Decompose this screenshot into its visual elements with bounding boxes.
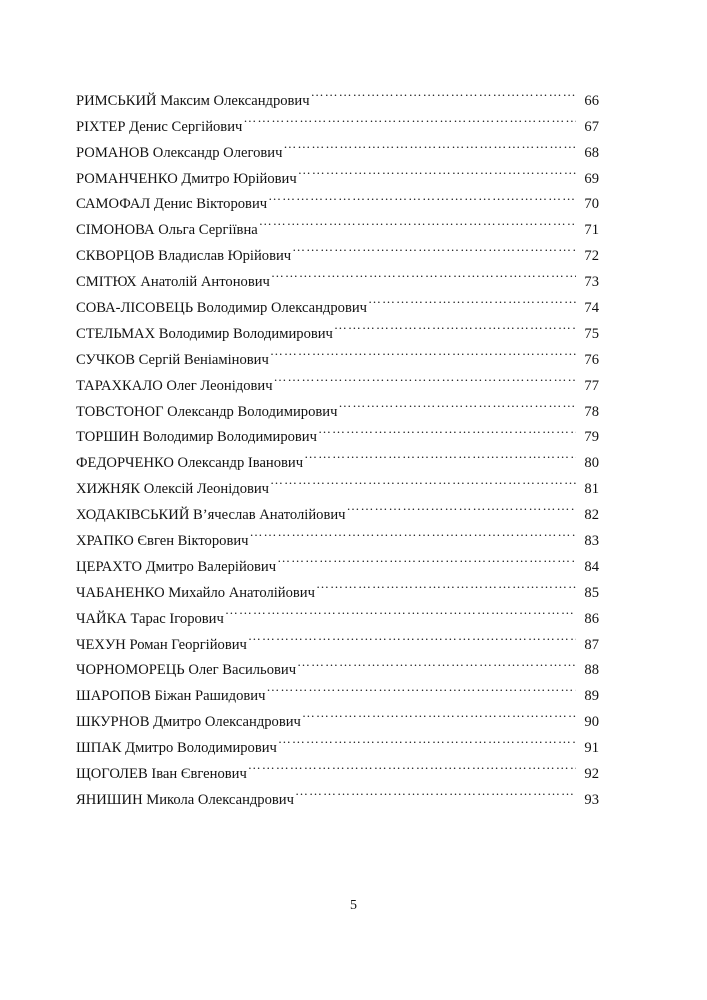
- toc-entry-title: ЧЕХУН Роман Георгійович: [76, 636, 247, 653]
- toc-dot-leader: [311, 79, 576, 105]
- toc-entry-page: 71: [584, 222, 599, 239]
- toc-entry-title: ШПАК Дмитро Володимирович: [76, 740, 277, 757]
- toc-entry-page: 70: [584, 196, 599, 213]
- toc-entry-title: ЧАБАНЕНКО Михайло Анатолійович: [76, 584, 315, 601]
- toc-entry-title: ХИЖНЯК Олексій Леонідович: [76, 481, 270, 498]
- toc-entry-title: ХОДАКІВСЬКИЙ В’ячеслав Анатолійович: [76, 507, 346, 524]
- toc-dot-leader: [283, 131, 576, 157]
- toc-entry-page: 85: [584, 584, 599, 601]
- toc-entry-title: ХРАПКО Євген Вікторович: [76, 533, 249, 550]
- toc-entry-title: РІХТЕР Денис Сергійович: [76, 118, 243, 135]
- toc-entry-title: ФЕДОРЧЕНКО Олександр Іванович: [76, 455, 304, 472]
- toc-entry-page: 68: [584, 144, 599, 161]
- toc-dot-leader: [249, 519, 576, 545]
- toc-dot-leader: [248, 623, 576, 649]
- toc-dot-leader: [268, 183, 576, 209]
- toc-dot-leader: [316, 571, 576, 597]
- toc-entry-page: 81: [584, 481, 599, 498]
- toc-dot-leader: [243, 105, 576, 131]
- toc-entry-page: 80: [584, 455, 599, 472]
- toc-entry-page: 92: [584, 766, 599, 783]
- toc-entry-title: СІМОНОВА Ольга Сергіївна: [76, 222, 258, 239]
- toc-dot-leader: [271, 260, 576, 286]
- toc-entry-page: 76: [584, 351, 599, 368]
- toc-entry-title: ЧОРНОМОРЕЦЬ Олег Васильович: [76, 662, 297, 679]
- toc-dot-leader: [295, 778, 576, 804]
- toc-entry-page: 66: [584, 92, 599, 109]
- toc-entry-title: ЯНИШИН Микола Олександрович: [76, 791, 294, 808]
- toc-dot-leader: [274, 364, 576, 390]
- toc-entry-title: РОМАНЧЕНКО Дмитро Юрійович: [76, 170, 297, 187]
- toc-entry-title: ШАРОПОВ Біжан Рашидович: [76, 688, 266, 705]
- toc-entry-page: 79: [584, 429, 599, 446]
- toc-entry-title: ЩОГОЛЕВ Іван Євгенович: [76, 766, 247, 783]
- toc-entry-page: 77: [584, 377, 599, 394]
- toc-entry-title: ШКУРНОВ Дмитро Олександрович: [76, 714, 301, 731]
- toc-dot-leader: [318, 416, 576, 442]
- toc-entry-page: 89: [584, 688, 599, 705]
- toc-entry-page: 72: [584, 248, 599, 265]
- toc-entry-page: 83: [584, 533, 599, 550]
- toc-entry-title: ТОВСТОНОГ Олександр Володимирович: [76, 403, 338, 420]
- toc-entry-title: СУЧКОВ Сергій Веніамінович: [76, 351, 269, 368]
- toc-dot-leader: [278, 726, 576, 752]
- toc-dot-leader: [338, 390, 576, 416]
- toc-entry-title: ЧАЙКА Тарас Ігорович: [76, 610, 224, 627]
- toc-entry-page: 93: [584, 791, 599, 808]
- toc-dot-leader: [298, 157, 576, 183]
- toc-entry-page: 82: [584, 507, 599, 524]
- toc-dot-leader: [302, 700, 576, 726]
- toc-entry-title: РОМАНОВ Олександр Олегович: [76, 144, 283, 161]
- toc-entry-page: 73: [584, 274, 599, 291]
- toc-dot-leader: [334, 312, 576, 338]
- toc-entry-title: САМОФАЛ Денис Вікторович: [76, 196, 268, 213]
- toc-entry-page: 75: [584, 325, 599, 342]
- toc-dot-leader: [347, 493, 577, 519]
- toc-dot-leader: [259, 208, 576, 234]
- toc-entry-title: ТАРАХКАЛО Олег Леонідович: [76, 377, 273, 394]
- toc-dot-leader: [277, 545, 576, 571]
- toc-entry-page: 78: [584, 403, 599, 420]
- toc-entry-page: 74: [584, 300, 599, 317]
- toc-entry-page: 69: [584, 170, 599, 187]
- toc-entry-page: 86: [584, 610, 599, 627]
- toc-entry-title: ЦЕРАХТО Дмитро Валерійович: [76, 558, 277, 575]
- toc-entry-title: ТОРШИН Володимир Володимирович: [76, 429, 317, 446]
- toc-entry-title: СМІТЮХ Анатолій Антонович: [76, 274, 270, 291]
- toc-dot-leader: [225, 597, 576, 623]
- toc-dot-leader: [270, 338, 576, 364]
- toc-entry-page: 91: [584, 740, 599, 757]
- toc-dot-leader: [304, 441, 576, 467]
- toc-entry-title: СОВА-ЛІСОВЕЦЬ Володимир Олександрович: [76, 300, 367, 317]
- toc-entry: [76, 79, 599, 109]
- toc-dot-leader: [270, 467, 576, 493]
- page-number: 5: [350, 898, 357, 913]
- toc-dot-leader: [248, 752, 576, 778]
- toc-entry-title: РИМСЬКИЙ Максим Олександрович: [76, 92, 310, 109]
- toc-entry-page: 90: [584, 714, 599, 731]
- toc-entry-page: 84: [584, 558, 599, 575]
- toc-entry-page: 67: [584, 118, 599, 135]
- toc-dot-leader: [368, 286, 576, 312]
- toc-dot-leader: [297, 649, 576, 675]
- table-of-contents: [76, 79, 599, 808]
- toc-entry-page: 87: [584, 636, 599, 653]
- toc-entry-page: 88: [584, 662, 599, 679]
- toc-dot-leader: [266, 674, 576, 700]
- toc-entry-title: СКВОРЦОВ Владислав Юрійович: [76, 248, 292, 265]
- toc-dot-leader: [292, 234, 576, 260]
- toc-entry-title: СТЕЛЬМАХ Володимир Володимирович: [76, 325, 333, 342]
